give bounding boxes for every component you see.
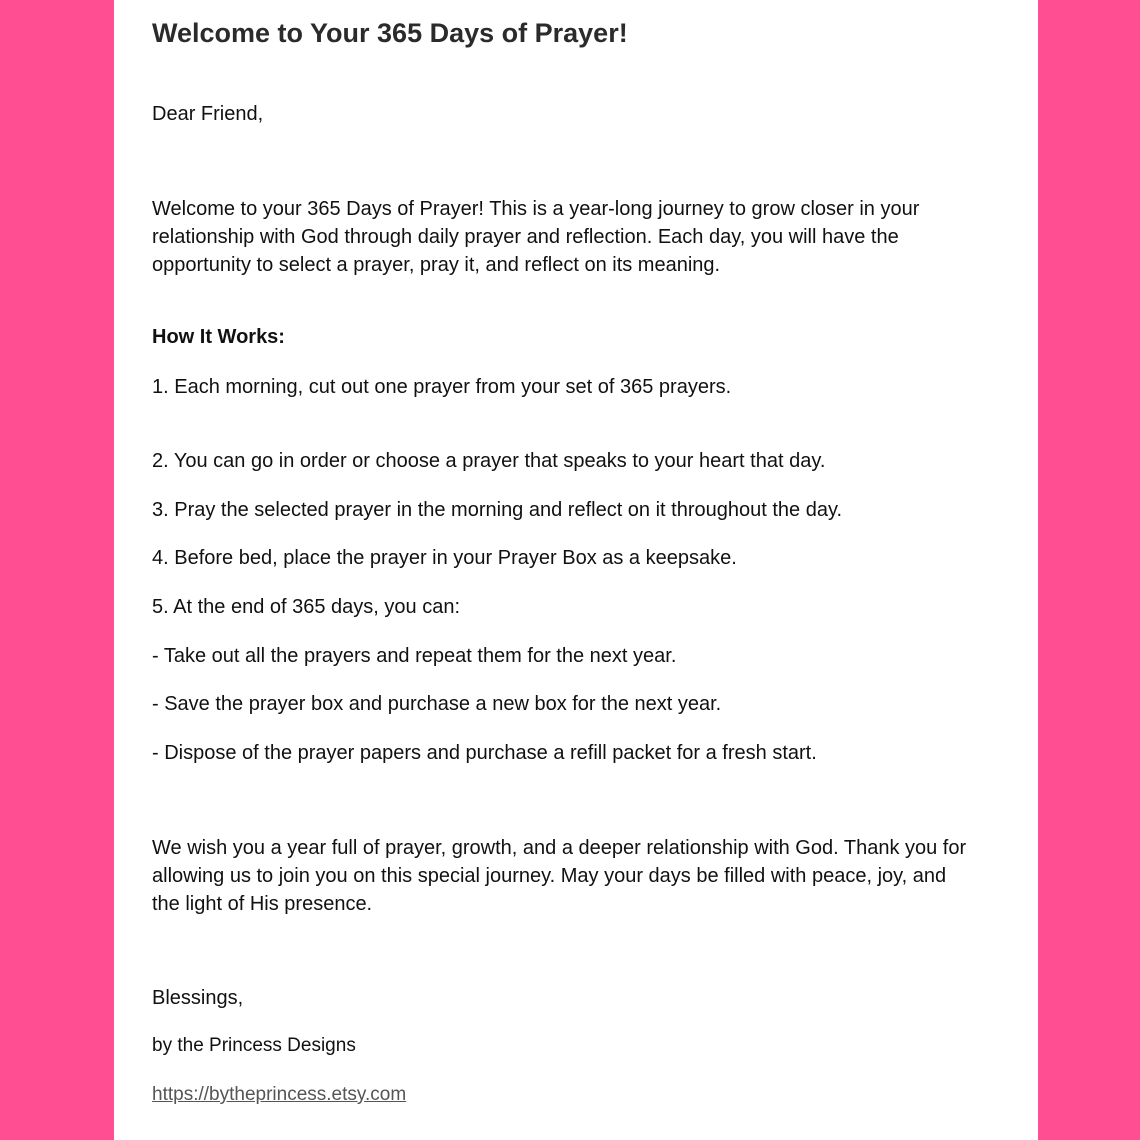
step-item-5: 5. At the end of 365 days, you can:	[152, 596, 460, 618]
page-title: Welcome to Your 365 Days of Prayer!	[152, 18, 628, 48]
signature: by the Princess Designs	[152, 1035, 356, 1056]
document-page	[114, 0, 1038, 1140]
option-item-3: - Dispose of the prayer papers and purchase a refill packet for a fresh start.	[152, 742, 817, 764]
closing-paragraph: We wish you a year full of prayer, growth, and a deeper relationship with God. Thank you for allowing us to join you on this special journey. May your days be filled with peace, joy, and the light of His presence.	[152, 837, 967, 915]
greeting: Dear Friend,	[152, 103, 264, 125]
step-item-3: 3. Pray the selected prayer in the morning and reflect on it throughout the day.	[152, 499, 843, 521]
option-item-2: - Save the prayer box and purchase a new box for the next year.	[152, 693, 722, 715]
shop-link[interactable]: https://bytheprincess.etsy.com	[152, 1084, 407, 1105]
option-item-1: - Take out all the prayers and repeat them for the next year.	[152, 645, 677, 667]
step-item-2: 2. You can go in order or choose a prayer that speaks to your heart that day.	[152, 450, 826, 472]
how-it-works-heading: How It Works:	[152, 326, 285, 348]
step-item-4: 4. Before bed, place the prayer in your Prayer Box as a keepsake.	[152, 547, 737, 569]
signoff: Blessings,	[152, 987, 244, 1009]
intro-paragraph: Welcome to your 365 Days of Prayer! This is a year-long journey to grow closer in your relationship with God through daily prayer and reflection. Each day, you will have the opportunity to select a prayer, pray it, and reflect on its meaning.	[152, 198, 920, 276]
step-item-1: 1. Each morning, cut out one prayer from your set of 365 prayers.	[152, 376, 732, 398]
